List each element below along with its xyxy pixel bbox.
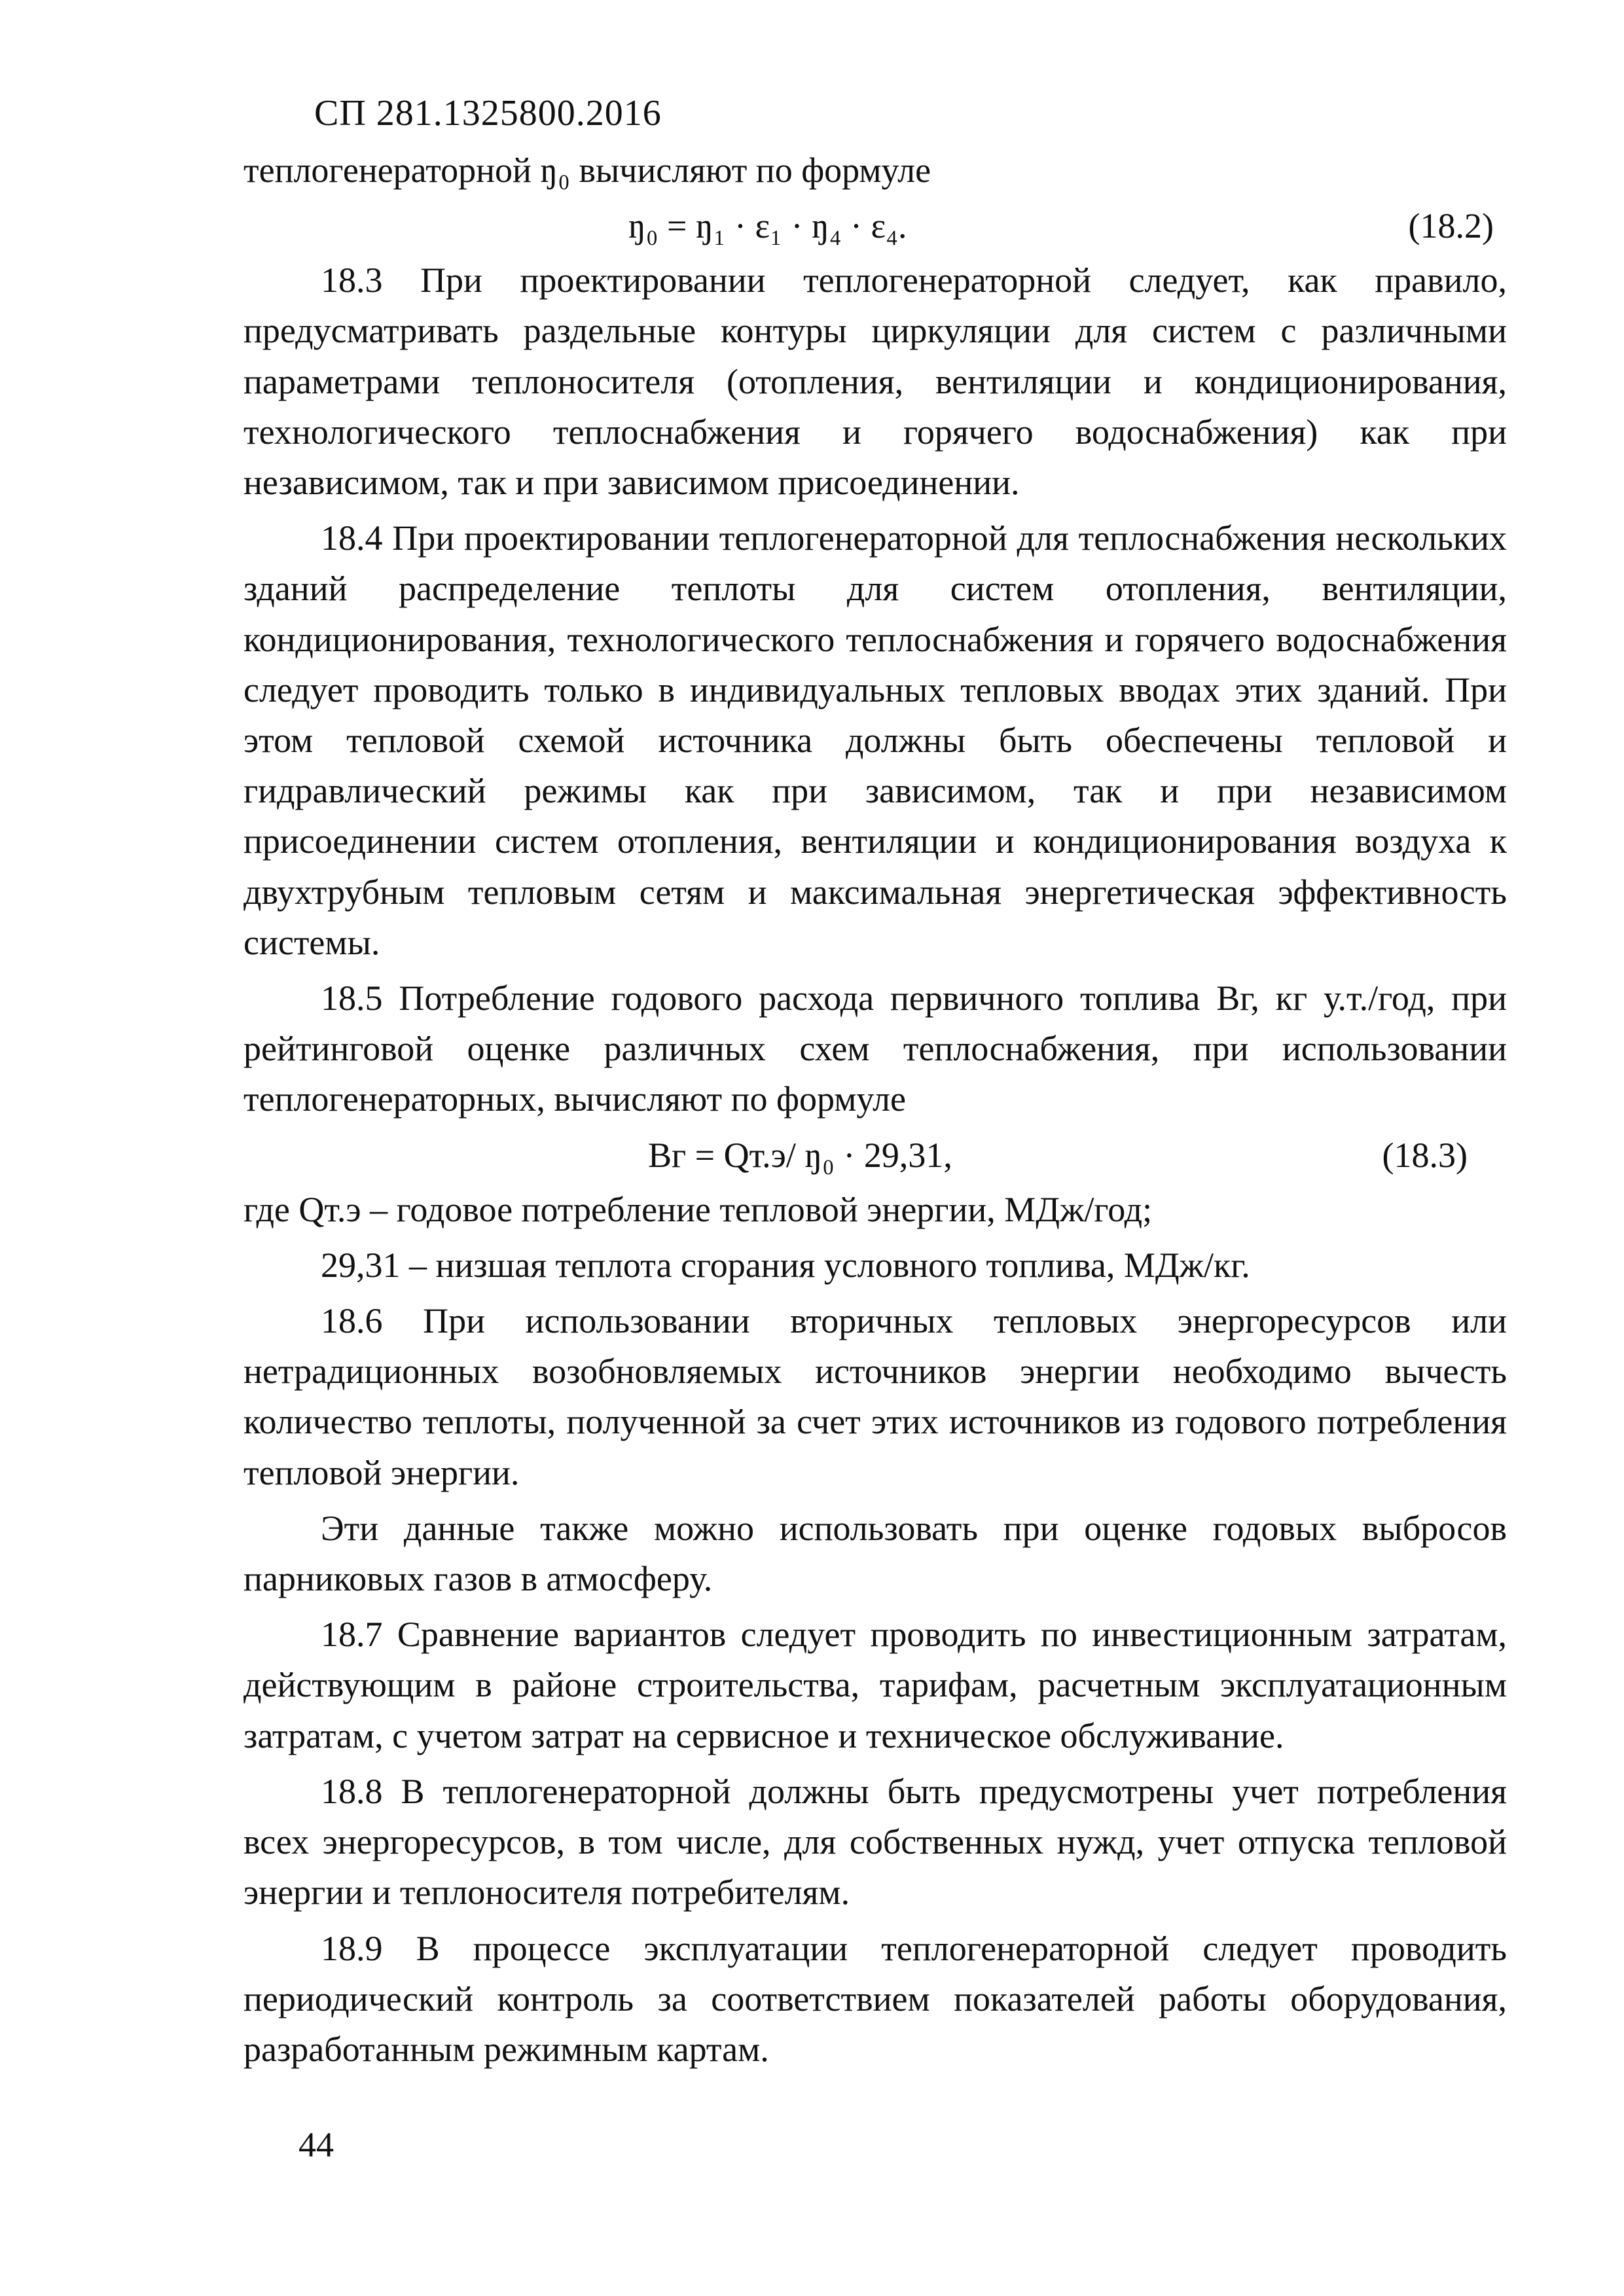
paragraph-18-8: 18.8 В теплогенераторной должны быть предусмотрены учет потребления всех энергоресурсов, в том числе, для собственных нужд, учет отпуска тепловой энергии и теплоносителя потребителям. bbox=[244, 1771, 1507, 1912]
paragraph-18-7: 18.7 Сравнение вариантов следует проводить по инвестиционным затратам, действующим в районе строительства, тарифам, расчетным эксплуатационным затратам, с учетом затрат на сервисное и техническое обслуживание. bbox=[244, 1615, 1507, 1755]
page-number: 44 bbox=[298, 2125, 334, 2164]
paragraph-18-6-note: Эти данные также можно использовать при оценке годовых выбросов парниковых газов в атмосферу. bbox=[244, 1508, 1507, 1599]
definition-q: где Qт.э – годовое потребление тепловой энергии, МДж/год; bbox=[244, 1189, 1153, 1229]
definition-2931: 29,31 – низшая теплота сгорания условного топлива, МДж/кг. bbox=[321, 1245, 1250, 1285]
formula-18-3-expression: Bг = Qт.э/ ŋ₀ · 29,31, bbox=[648, 1135, 952, 1175]
formula-18-3 bbox=[244, 1130, 1507, 1181]
paragraph-18-6: 18.6 При использовании вторичных тепловых энергоресурсов или нетрадиционных возобновляемых источников энергии необходимо вычесть количество теплоты, полученной за счет этих источников из годового потребления тепловой энергии. bbox=[244, 1301, 1507, 1492]
formula-18-2-expression: ŋ₀ = ŋ₁ · ε₁ · ŋ₄ · ε₄. bbox=[628, 206, 907, 246]
paragraph-18-3: 18.3 При проектировании теплогенераторной следует, как правило, предусматривать раздельные контуры циркуляции для систем с различными параметрами теплоносителя (отопления, вентиляции и кондиционирования, технологического теплоснабжения и горячего водоснабжения) как при независимом, так и при зависимом присоединении. bbox=[244, 260, 1507, 503]
formula-18-3-number: (18.3) bbox=[1382, 1135, 1468, 1175]
formula-18-2-number: (18.2) bbox=[1408, 206, 1494, 246]
formula-18-2 bbox=[244, 201, 1507, 251]
paragraph-18-4: 18.4 При проектировании теплогенераторной для теплоснабжения нескольких зданий распределение теплоты для систем отопления, вентиляции, кондиционирования, технологического теплоснабжения и горячего водоснабжения следует проводить только в индивидуальных тепловых вводах этих зданий. При этом тепловой схемой источника должны быть обеспечены тепловой и гидравлический режимы как при зависимом, так и при независимом присоединении систем отопления, вентиляции и кондиционирования воздуха к двухтрубным тепловым сетям и максимальная энергетическая эффективность системы. bbox=[244, 518, 1507, 962]
intro-line: теплогенераторной ŋ₀ вычисляют по формуле bbox=[244, 151, 931, 190]
page-content bbox=[244, 145, 1507, 2080]
paragraph-18-9: 18.9 В процессе эксплуатации теплогенераторной следует проводить периодический контроль за соответствием показателей работы оборудования, разработанным режимным картам. bbox=[244, 1928, 1507, 2069]
paragraph-18-5: 18.5 Потребление годового расхода первичного топлива Bг, кг у.т./год, при рейтинговой оценке различных схем теплоснабжения, при использовании теплогенераторных, вычисляют по формуле bbox=[244, 978, 1507, 1119]
document-code: СП 281.1325800.2016 bbox=[314, 93, 662, 134]
